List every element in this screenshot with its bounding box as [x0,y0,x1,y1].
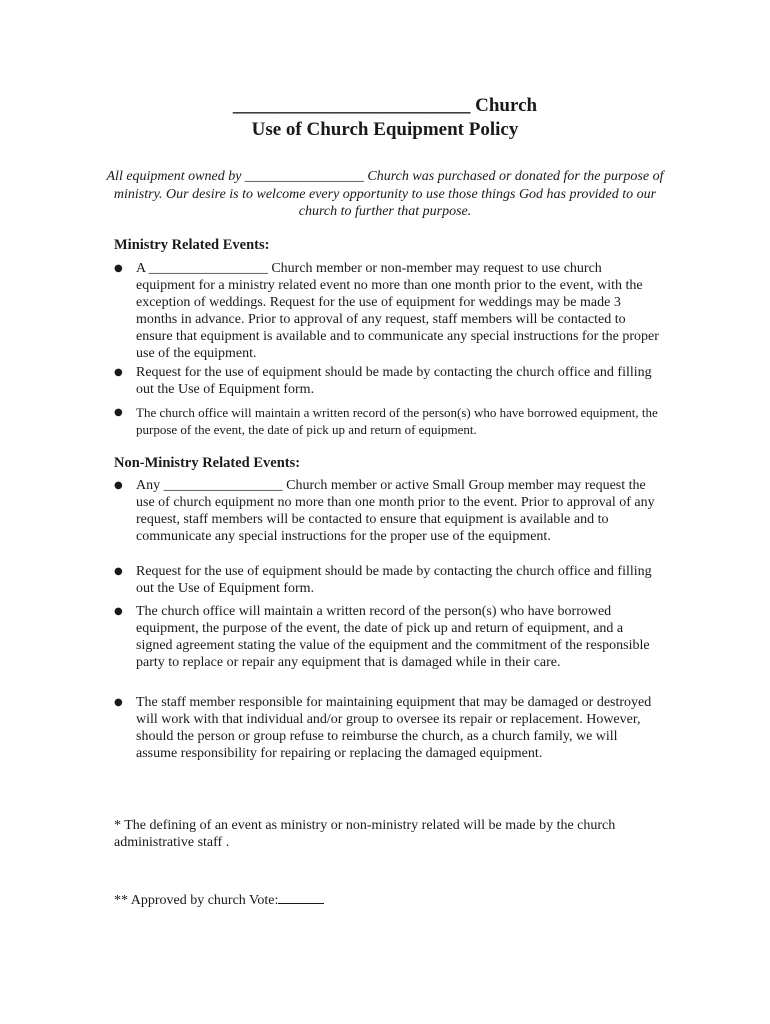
ministry-bullet-3 [114,404,659,438]
policy-title: Use of Church Equipment Policy [251,119,519,140]
approval-label: ** Approved by church Vote: [114,893,279,908]
non-ministry-bullet-text: Any _________________ Church member or active Small Group member may request the use of church equipment no more than one month prior to the event. Prior to approval of any request, staff members will be contacted to ensure that equipment is available and to communicate any special instructions for the proper use of the equipment. [136,478,655,544]
ministry-events-heading: Ministry Related Events: [114,237,270,253]
non-ministry-bullet-text: Request for the use of equipment should be made by contacting the church office and filling out the Use of Equipment form. [136,564,652,596]
ministry-bullet-2 [114,364,659,398]
ministry-bullet-text: Request for the use of equipment should be made by contacting the church office and filling out the Use of Equipment form. [136,365,652,397]
non-ministry-bullet-4 [114,694,659,762]
bullet-icon: ● [114,566,123,577]
church-name-title: _________________________ Church [232,95,538,116]
intro-paragraph: All equipment owned by _________________ Church was purchased or donated for the purpose of ministry. Our desire is to welcome every opportunity to use those things God has provided to our church to further that purpose. [106,169,664,219]
non-ministry-bullet-1 [114,477,659,545]
approval-line [114,889,659,909]
non-ministry-bullet-2 [114,563,659,597]
non-ministry-bullet-3 [114,603,659,671]
ministry-bullet-1 [114,260,659,362]
ministry-bullet-text: A _________________ Church member or non-member may request to use church equipment for a ministry related event no more than one month prior to the event, with the exception of weddings. Request for the use of equipment for weddings may be made 3 months in advance. Prior to approval of any request, staff members will be contacted to ensure that equipment is available and to communicate any special instructions for the proper use of the equipment. [136,261,659,361]
non-ministry-bullet-text: The church office will maintain a written record of the person(s) who have borrowed equipment, the purpose of the event, the date of pick up and return of equipment, and a signed agreement stating the value of the equipment and the commitment of the responsible party to replace or repair any equipment that is damaged while in their care. [136,604,650,670]
footnote: * The defining of an event as ministry or non-ministry related will be made by the church administrative staff . [114,818,616,850]
bullet-icon: ● [114,606,123,617]
non-ministry-events-heading: Non-Ministry Related Events: [114,455,301,471]
vote-blank-field [278,889,324,904]
bullet-icon: ● [114,697,123,708]
ministry-bullet-text: The church office will maintain a written record of the person(s) who have borrowed equipment, the purpose of the event, the date of pick up and return of equipment. [136,405,658,437]
bullet-icon: ● [114,367,123,378]
bullet-icon: ● [114,407,123,418]
bullet-icon: ● [114,480,123,491]
non-ministry-bullet-text: The staff member responsible for maintaining equipment that may be damaged or destroyed will work with that individual and/or group to oversee its repair or replacement. However, should the person or group refuse to reimburse the church, as a church family, we will assume responsibility for repairing or replacing the damaged equipment. [136,695,652,761]
bullet-icon: ● [114,263,123,274]
